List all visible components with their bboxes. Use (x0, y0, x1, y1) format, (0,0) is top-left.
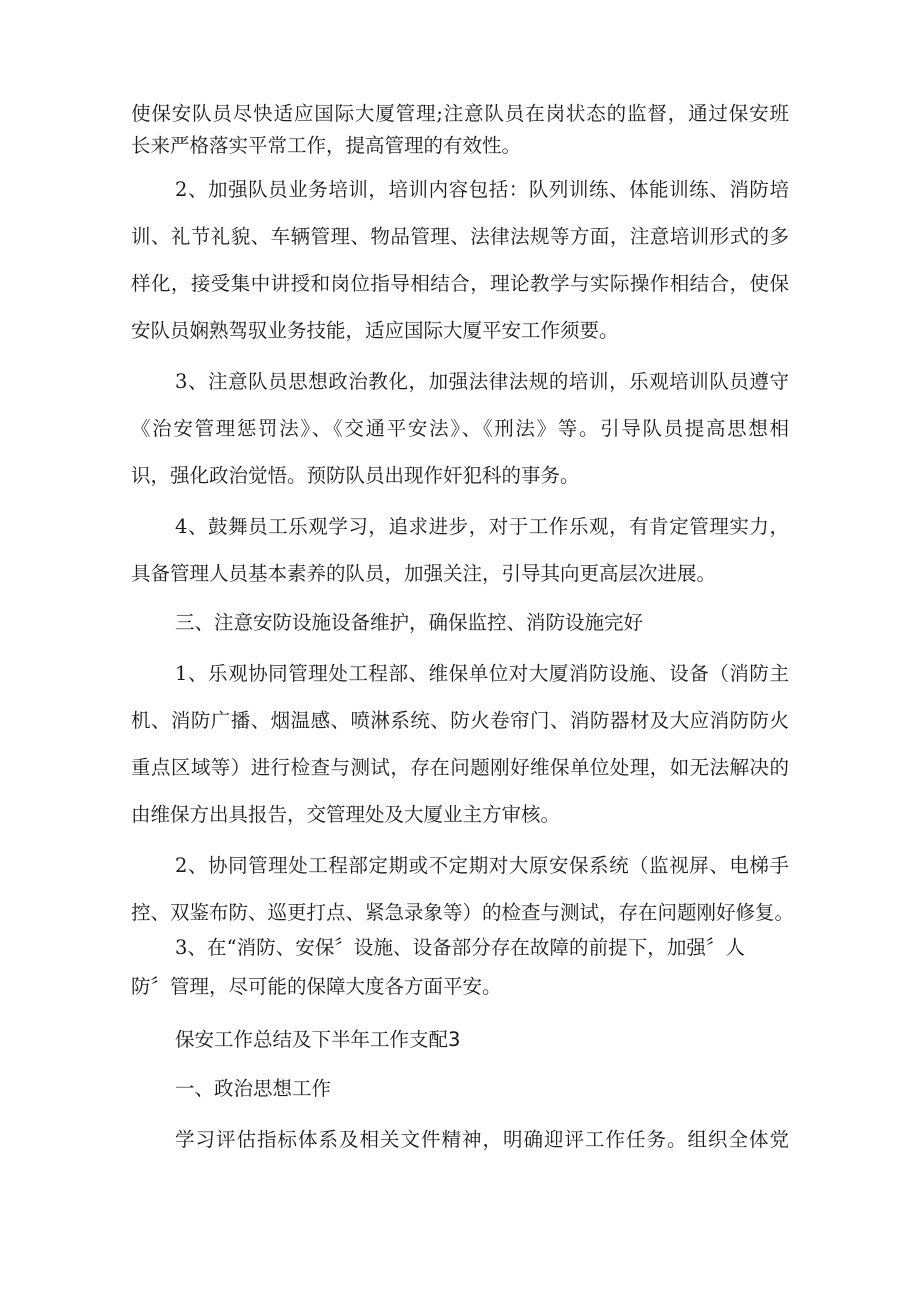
paragraph-line: 训、礼节礼貌、车辆管理、物品管理、法律法规等方面，注意培训形式的多 (131, 225, 789, 248)
paragraph-line: 机、消防广播、烟温感、喷淋系统、防火卷帘门、消防器材及大应消防防火 (131, 709, 789, 732)
section-heading: 保安工作总结及下半年工作支配3 (175, 1028, 461, 1051)
paragraph-line: 2、协同管理处工程部定期或不定期对大原安保系统（监视屏、电梯手 (175, 854, 789, 877)
paragraph-line: 防〞管理，尽可能的保障大度各方面平安。 (131, 975, 502, 998)
paragraph-line: 由维保方出具报告，交管理处及大厦业主方审核。 (131, 803, 561, 826)
paragraph-line: 控、双鉴布防、巡更打点、紧急录象等）的检查与测试，存在问题刚好修复。 (131, 901, 795, 924)
paragraph-line: 识，强化政治觉悟。预防队员出现作奸犯科的事务。 (131, 464, 580, 487)
paragraph-line: 重点区域等）进行检查与测试，存在问题刚好维保单位处理，如无法解决的 (131, 756, 789, 779)
paragraph-line: 3、在“消防、安保〞设施、设备部分存在故障的前提下，加强〞人 (175, 936, 745, 959)
paragraph-line: 《治安管理惩罚法》、《交通平安法》、《刑法》等。引导队员提高思想相 (131, 417, 789, 440)
paragraph-line: 2、加强队员业务培训，培训内容包括：队列训练、体能训练、消防培 (175, 178, 789, 201)
paragraph-line: 1、乐观协同管理处工程部、维保单位对大厦消防设施、设备（消防主 (175, 662, 789, 685)
section-heading: 一、政治思想工作 (175, 1077, 332, 1100)
section-heading: 三、注意安防设施设备维护，确保监控、消防设施完好 (175, 611, 644, 634)
paragraph-line: 样化，接受集中讲授和岗位指导相结合，理论教学与实际操作相结合，使保 (131, 272, 789, 295)
paragraph-line: 3、注意队员思想政治教化，加强法律法规的培训，乐观培训队员遵守 (175, 370, 789, 393)
paragraph-line: 长来严格落实平常工作，提高管理的有效性。 (131, 134, 522, 157)
paragraph-line: 学习评估指标体系及相关文件精神，明确迎评工作任务。组织全体党 (175, 1128, 789, 1151)
paragraph-line: 4、鼓舞员工乐观学习，追求进步，对于工作乐观，有肯定管理实力， (175, 515, 789, 538)
paragraph-line: 使保安队员尽快适应国际大厦管理;注意队员在岗状态的监督，通过保安班 (131, 102, 789, 125)
paragraph-line: 具备管理人员基本素养的队员，加强关注，引导其向更高层次进展。 (131, 562, 717, 585)
paragraph-line: 安队员娴熟驾驭业务技能，适应国际大厦平安工作须要。 (131, 319, 619, 342)
